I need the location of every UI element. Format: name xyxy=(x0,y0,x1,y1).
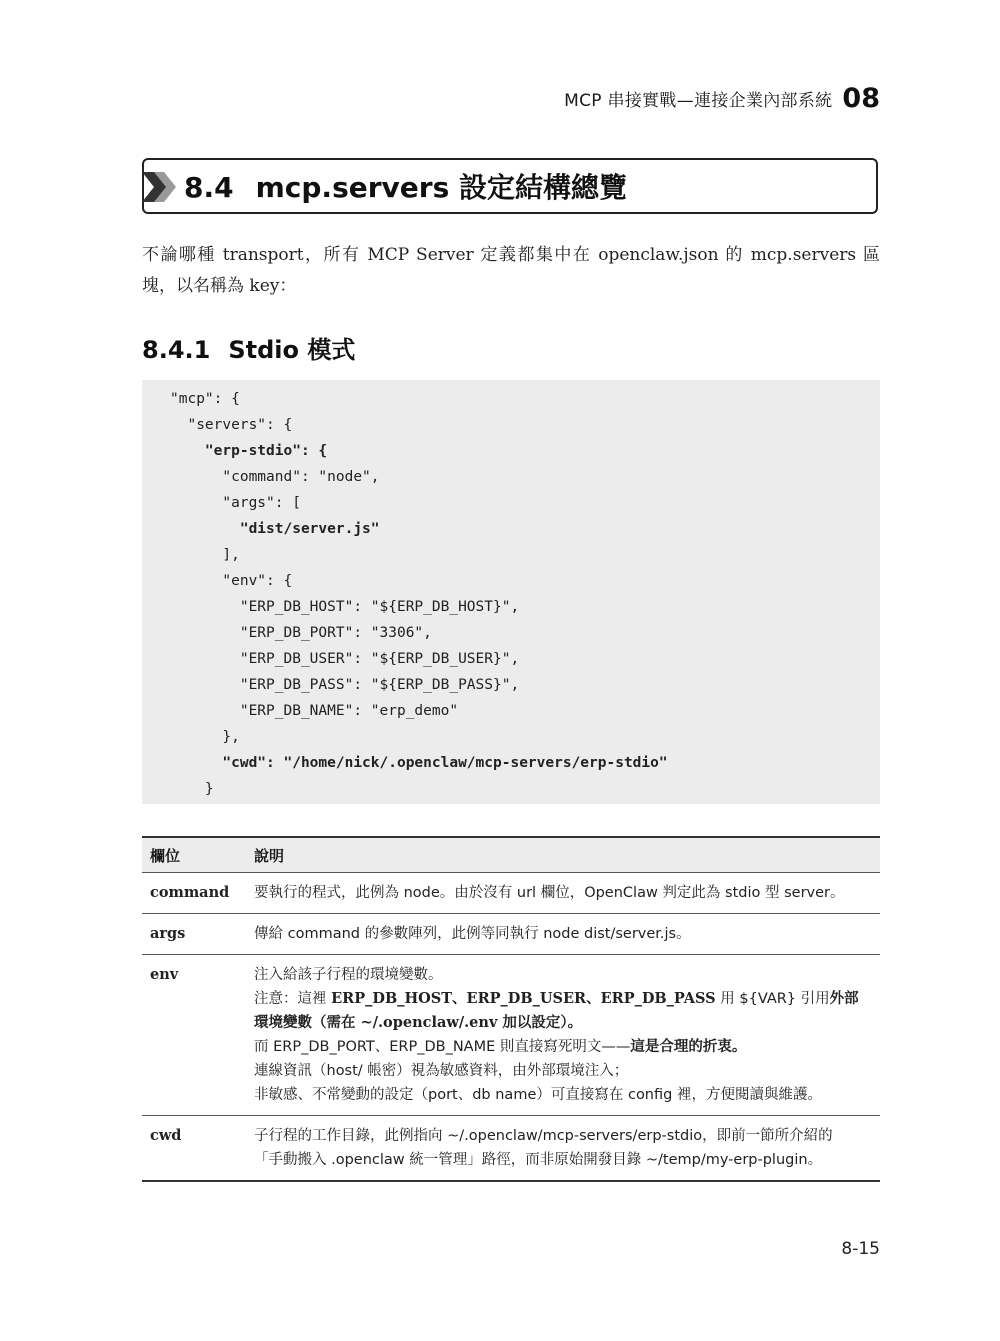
code-line: "env": { xyxy=(170,573,293,589)
running-title: MCP 串接實戰—連接企業內部系統 xyxy=(564,90,833,111)
description-line: 連線資訊（host/ 帳密）視為敏感資料，由外部環境注入； xyxy=(254,1063,629,1079)
code-line: "ERP_DB_PASS": "${ERP_DB_PASS}", xyxy=(170,677,520,693)
code-line: "dist/server.js" xyxy=(170,521,380,537)
section-heading xyxy=(184,166,627,206)
code-line: "command": "node", xyxy=(170,469,380,485)
subsection-title: Stdio 模式 xyxy=(228,336,356,364)
description-line: 「手動搬入 .openclaw 統一管理」路徑，而非原始開發目錄 ~/temp/my-erp-plugin。 xyxy=(254,1152,823,1168)
description-line xyxy=(254,1035,872,1059)
section-title: mcp.servers 設定結構總覽 xyxy=(255,171,627,204)
note-emphasis: 這是合理的折衷。 xyxy=(630,1038,747,1055)
code-line: }, xyxy=(170,729,240,745)
subsection-number: 8.4.1 xyxy=(142,336,211,364)
description-line: 注入給該子行程的環境變數。 xyxy=(254,967,443,983)
description-line xyxy=(254,987,872,1035)
field-name-cell: command xyxy=(142,873,246,914)
section-heading-box xyxy=(142,158,878,214)
table-row xyxy=(142,873,880,914)
code-line: } xyxy=(170,781,214,797)
description-cell xyxy=(246,955,880,1116)
description-line: 非敏感、不常變動的設定（port、db name）可直接寫在 config 裡，方便閱讀與維護。 xyxy=(254,1087,822,1103)
note-mid: 用 ${VAR} 引用 xyxy=(715,991,830,1007)
note-prefix: 而 ERP_DB_PORT、ERP_DB_NAME 則直接寫死明文—— xyxy=(254,1039,631,1055)
section-arrow-icon xyxy=(142,170,178,204)
code-line: "ERP_DB_HOST": "${ERP_DB_HOST}", xyxy=(170,599,520,615)
column-header-field: 欄位 xyxy=(142,837,246,873)
description-cell xyxy=(246,914,880,955)
description-line: 要執行的程式，此例為 node。由於沒有 url 欄位，OpenClaw 判定此為 stdio 型 server。 xyxy=(254,885,845,901)
code-line: "args": [ xyxy=(170,495,301,511)
field-table xyxy=(142,836,880,1182)
intro-paragraph: 不論哪種 transport，所有 MCP Server 定義都集中在 openclaw.json 的 mcp.servers 區塊，以名稱為 key： xyxy=(142,245,880,296)
code-line: "ERP_DB_PORT": "3306", xyxy=(170,625,432,641)
running-header xyxy=(564,80,880,116)
code-line: "mcp": { xyxy=(170,391,240,407)
code-line: "servers": { xyxy=(170,417,293,433)
code-line: "ERP_DB_NAME": "erp_demo" xyxy=(170,703,459,719)
table-row xyxy=(142,914,880,955)
note-prefix: 注意：這裡 xyxy=(254,991,332,1007)
table-header-row xyxy=(142,837,880,873)
code-line: "cwd": "/home/nick/.openclaw/mcp-servers/erp-stdio" xyxy=(170,755,668,771)
chapter-number: 08 xyxy=(842,82,880,114)
table-row xyxy=(142,1116,880,1182)
env-var-names: ERP_DB_HOST、ERP_DB_USER、ERP_DB_PASS xyxy=(331,990,716,1007)
column-header-description: 說明 xyxy=(246,837,880,873)
field-name-cell: env xyxy=(142,955,246,1116)
description-line: 子行程的工作目錄，此例指向 ~/.openclaw/mcp-servers/erp-stdio，即前一節所介紹的 xyxy=(254,1128,833,1144)
note-emphasis: 外部環境變數（需在 ~/.openclaw/.env 加以設定）。 xyxy=(254,990,859,1031)
table-row xyxy=(142,955,880,1116)
description-line: 傳給 command 的參數陣列，此例等同執行 node dist/server.js。 xyxy=(254,926,691,942)
field-name-cell: cwd xyxy=(142,1116,246,1182)
code-line: ], xyxy=(170,547,240,563)
subsection-heading xyxy=(142,330,355,365)
code-line: "ERP_DB_USER": "${ERP_DB_USER}", xyxy=(170,651,520,667)
code-line: "erp-stdio": { xyxy=(170,443,328,459)
description-cell xyxy=(246,873,880,914)
page-number: 8-15 xyxy=(841,1239,880,1259)
section-number: 8.4 xyxy=(184,171,234,204)
description-cell xyxy=(246,1116,880,1182)
field-name-cell: args xyxy=(142,914,246,955)
code-block xyxy=(142,380,880,804)
